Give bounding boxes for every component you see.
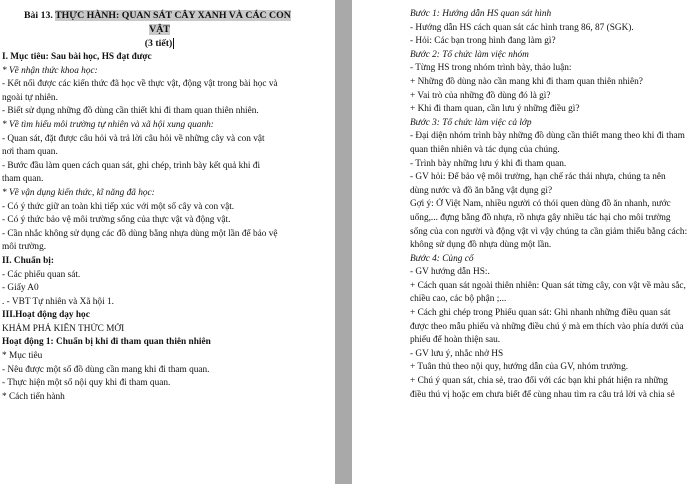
left-page-text-line: Hoạt động 1: Chuẩn bị khi đi tham quan thiên nhiên <box>2 337 211 348</box>
right-page-text-line: + Cách quan sát ngoài thiên nhiên: Quan sát từng cây, con vật về màu sắc, <box>410 280 686 291</box>
left-page-text-line: III.Hoạt động dạy học <box>2 310 90 321</box>
right-page-text-line: dùng nước và đồ ăn bằng vật dụng gì? <box>410 185 553 196</box>
title-duration-text: (3 tiết) <box>144 38 173 49</box>
right-page-body <box>410 8 690 402</box>
left-page-text-line: * Về nhận thức khoa học: <box>2 65 98 76</box>
left-page-text-line: - Kết nối được các kiến thức đã học về thực vật, động vật trong bài học và <box>2 79 278 90</box>
document-page-left[interactable] <box>0 0 335 484</box>
left-page-text-line: - Có ý thức giữ an toàn khi tiếp xúc với một số cây và con vật. <box>2 201 235 212</box>
right-page-text-line: + Tuân thủ theo nội quy, hướng dẫn của GV, nhóm trưởng. <box>410 362 629 373</box>
right-page-text-line: - Hỏi: Các bạn trong hình đang làm gì? <box>410 36 556 47</box>
document-page-right[interactable] <box>352 0 700 484</box>
right-page-text-line: Bước 4: Củng cố <box>410 253 474 264</box>
right-page-text-line: không sử dụng đồ nhựa dùng một lần. <box>410 240 552 251</box>
left-page-text-line: - Các phiếu quan sát. <box>2 269 81 280</box>
left-page-text-line: - Có ý thức bảo vệ môi trường sống của thực vật và động vật. <box>2 215 231 226</box>
right-page-text-line: được theo mẫu phiếu và những điều chú ý mà em thích vào phía dưới của <box>410 321 684 332</box>
left-page-text-line: - Thực hiện một số nội quy khi đi tham quan. <box>2 378 171 389</box>
title-duration <box>2 37 317 51</box>
right-page-text-line: - GV hướng dẫn HS:. <box>410 267 490 278</box>
right-page-text-line: Bước 2: Tổ chức làm việc nhóm <box>410 49 529 60</box>
left-page-text-line: - Nêu được một số đồ dùng cần mang khi đi tham quan. <box>2 364 210 375</box>
right-page-text-line: uống,... đựng bằng đồ nhựa, rồ nhựa gây nhiều tác hại cho môi trường <box>410 212 671 223</box>
left-page-text-line: * Về vận dụng kiến thức, kĩ năng đã học: <box>2 187 155 198</box>
right-page-text-line: + Vai trò của những đồ dùng đó là gì? <box>410 90 551 101</box>
right-page-text-line: - GV hỏi: Để bảo vệ môi trường, hạn chế rác thải nhựa, chúng ta nên <box>410 172 666 183</box>
left-page-text-line: . - VBT Tự nhiên và Xã hội 1. <box>2 296 114 307</box>
right-page-text-line: + Cách ghi chép trong Phiếu quan sát: Ghi nhanh những điều quan sát <box>410 308 671 319</box>
left-page-text-line: - Cần nhắc không sử dụng các đồ dùng bằng nhựa dùng một lần để bảo vệ <box>2 228 278 239</box>
left-page-text-line: - Quan sát, đặt được câu hỏi và trả lời câu hỏi về những cây và con vật <box>2 133 265 144</box>
left-page-text-line: * Về tìm hiểu môi trường tự nhiên và xã hội xung quanh: <box>2 119 214 130</box>
right-page-text-line: - Hướng dẫn HS cách quan sát các hình trang 86, 87 (SGK). <box>410 22 634 33</box>
right-page-text-line: phiếu để hoàn thiện sau. <box>410 335 501 346</box>
left-page-text-line: nơi tham quan. <box>2 147 58 158</box>
left-page-body <box>2 51 317 404</box>
right-page-text-line: - GV lưu ý, nhắc nhở HS <box>410 348 504 359</box>
left-page-text-line: - Bước đầu làm quen cách quan sát, ghi chép, trình bày kết quả khi đi <box>2 160 261 171</box>
right-page-text-line: Gợi ý: Ở Việt Nam, nhiều người có thói quen dùng đồ ăn nhanh, nước <box>410 199 671 210</box>
right-page-text-line: Bước 3: Tổ chức làm việc cả lớp <box>410 117 532 128</box>
title-highlight-1: THỰC HÀNH: QUAN SÁT CÂY XANH VÀ CÁC CON <box>55 10 291 21</box>
right-page-text-line: - Trình bày những lưu ý khi đi tham quan. <box>410 158 567 169</box>
left-page-text-line: II. Chuẩn bị: <box>2 255 54 266</box>
left-page-text-line: I. Mục tiêu: Sau bài học, HS đạt được <box>2 52 152 62</box>
right-page-text-line: Bước 1: Hướng dẫn HS quan sát hình <box>410 9 552 19</box>
right-page-text-line: + Chú ý quan sát, chia sẻ, trao đổi với các bạn khi phát hiện ra những <box>410 376 668 387</box>
right-page-text-line: - Từng HS trong nhóm trình bày, thảo luận: <box>410 63 572 74</box>
right-page-text-line: + Khi đi tham quan, cần lưu ý những điều gì? <box>410 104 580 115</box>
right-page-text-line: điều thú vị hoặc em chưa biết để cùng nhau tìm ra câu trả lời và chia sẻ <box>410 389 675 400</box>
title-line-1 <box>2 9 317 23</box>
right-page-text-line: - Đại diện nhóm trình bày những đồ dùng cần thiết mang theo khi đi tham <box>410 131 685 142</box>
right-page-text-line: sống của con người và động vật vì vậy chúng ta cần giảm thiểu bằng cách: <box>410 226 688 237</box>
right-page-text-line: + Những đồ dùng nào cần mang khi đi tham quan thiên nhiên? <box>410 76 643 87</box>
left-page-text-line: môi trường. <box>2 242 47 253</box>
title-prefix: Bài 13. <box>24 10 53 21</box>
lesson-title <box>2 9 317 51</box>
left-page-text-line: - Biết sử dụng những đồ dùng cần thiết khi đi tham quan thiên nhiên. <box>2 106 259 117</box>
title-highlight-2: VẬT <box>149 24 170 35</box>
left-page-text-line: - Giấy A0 <box>2 283 39 294</box>
right-page-text-line: chiều cao, các bộ phận ;... <box>410 294 507 305</box>
left-page-text-line: tham quan. <box>2 174 44 185</box>
right-page-text-line: quan thiên nhiên và tác dụng của chúng. <box>410 144 560 155</box>
left-page-text-line: * Cách tiến hành <box>2 391 65 402</box>
left-page-text-line: * Mục tiêu <box>2 351 43 362</box>
left-page-text-line: ngoài tự nhiên. <box>2 92 58 103</box>
left-page-text-line: KHÁM PHÁ KIẾN THỨC MỚI <box>2 323 125 334</box>
title-line-2 <box>2 23 317 37</box>
